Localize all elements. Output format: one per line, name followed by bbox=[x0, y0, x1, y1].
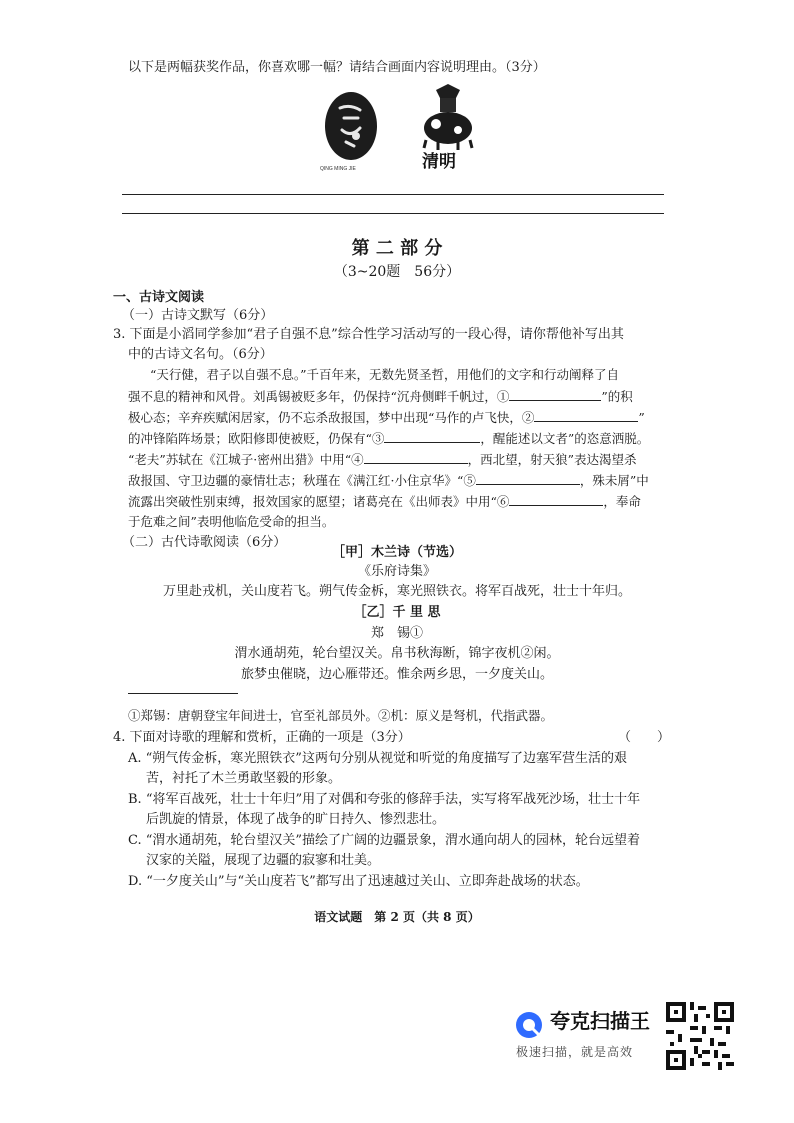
q3-stem-line2: 中的古诗文名句。（6分） bbox=[128, 347, 273, 362]
para-text: 强不息的精神和风骨。刘禹锡被贬多年，仍保持“沉舟侧畔千帆过，① bbox=[128, 389, 510, 404]
para-text: 敌报国、守卫边疆的豪情壮志；秋瑾在《满江红·小住京华》“⑤ bbox=[128, 473, 476, 488]
para-line-3 bbox=[128, 407, 645, 428]
part-heading: 一、古诗文阅读 bbox=[113, 290, 205, 305]
para-line-8: 于危难之间”表明他临危受命的担当。 bbox=[128, 514, 335, 529]
blank-2[interactable] bbox=[534, 407, 638, 422]
option-c-line1: C. “渭水通胡苑，轮台望汉关”描绘了广阔的边疆景象，渭水通向胡人的园林，轮台远望着 bbox=[128, 833, 641, 848]
poem-a-source: 《乐府诗集》 bbox=[357, 564, 436, 579]
option-a-line2: 苦，衬托了木兰勇敢坚毅的形象。 bbox=[146, 771, 342, 786]
answer-line-2 bbox=[122, 213, 664, 214]
q4-stem: 4. 下面对诗歌的理解和赏析，正确的一项是（3分） bbox=[113, 730, 411, 745]
poem-b-title: ［乙］千 里 思 bbox=[353, 605, 441, 620]
section-title: 第 二 部 分 bbox=[351, 238, 443, 259]
poem-a-text: 万里赴戎机，关山度若飞。朔气传金柝，寒光照铁衣。将军百战死，壮士十年归。 bbox=[162, 584, 631, 599]
poem-b-line2: 旅梦虫催晓，边心雁带还。惟余两乡思，一夕度关山。 bbox=[240, 667, 553, 682]
para-text: ，西北望，射天狼”表达渴望杀 bbox=[467, 452, 637, 467]
quark-logo-icon bbox=[514, 1010, 544, 1040]
subsection-dictation: （一）古诗文默写（6分） bbox=[122, 308, 274, 323]
qr-code-image bbox=[666, 1002, 734, 1070]
option-b-line1: B. “将军百战死，壮士十年归”用了对偶和夸张的修辞手法，实写将军战死沙场，壮士十年 bbox=[128, 792, 641, 807]
watermark-slogan: 极速扫描，就是高效 bbox=[516, 1045, 634, 1059]
qr-code[interactable] bbox=[666, 1002, 734, 1070]
para-line-1: “天行健，君子以自强不息。”千百年来，无数先贤圣哲，用他们的文字和行动阐释了自 bbox=[150, 367, 620, 382]
blank-1[interactable] bbox=[509, 386, 601, 401]
subsection-poetry: （二）古代诗歌阅读（6分） bbox=[122, 535, 287, 550]
para-text: 的冲锋陷阵场景；欧阳修即使被贬，仍保有“③ bbox=[128, 431, 385, 446]
para-line-7 bbox=[128, 491, 641, 512]
artwork-left bbox=[320, 88, 382, 172]
artwork-left-caption: QING MING JIE bbox=[320, 166, 356, 172]
para-text: ，奉命 bbox=[603, 494, 641, 509]
para-text: ，醒能述以文者”的恣意洒脱。 bbox=[480, 431, 650, 446]
answer-paren[interactable]: （ ） bbox=[618, 730, 671, 745]
q3-stem-line1: 3. 下面是小滔同学参加“君子自强不息”综合性学习活动写的一段心得，请你帮他补写出其 bbox=[113, 327, 624, 342]
option-d-line1: D. “一夕度关山”与“关山度若飞”都写出了迅速越过关山、立即奔赴战场的状态。 bbox=[128, 874, 589, 889]
option-b-line2: 后凯旋的情景，体现了战争的旷日持久、惨烈悲壮。 bbox=[146, 812, 446, 827]
option-a-line1: A. “朔气传金柝，寒光照铁衣”这两句分别从视觉和听觉的角度描写了边塞军营生活的艰 bbox=[128, 751, 627, 766]
footnote: ①郑锡：唐朝登宝年间进士，官至礼部员外。②机：原义是弩机，代指武器。 bbox=[128, 708, 554, 723]
poem-b-line1: 渭水通胡苑，轮台望汉关。帛书秋海断，锦字夜机②闲。 bbox=[234, 646, 560, 661]
blank-3[interactable] bbox=[384, 428, 480, 443]
para-line-4 bbox=[128, 428, 649, 449]
artwork-right-calligraphy: 清明 bbox=[422, 152, 456, 172]
blank-6[interactable] bbox=[509, 491, 603, 506]
blank-4[interactable] bbox=[364, 449, 468, 464]
poem-a-title: ［甲］木兰诗（节选） bbox=[331, 545, 462, 560]
option-c-line2: 汉家的关隘，展现了边疆的寂寥和壮美。 bbox=[146, 853, 381, 868]
para-text: ，殊未屑”中 bbox=[579, 473, 649, 488]
para-text: ” bbox=[638, 410, 645, 425]
blank-5[interactable] bbox=[476, 470, 580, 485]
intro-question: 以下是两幅获奖作品，你喜欢哪一幅？请结合画面内容说明理由。（3分） bbox=[128, 60, 546, 75]
section-subtitle: （3~20题 56分） bbox=[333, 264, 461, 280]
para-text: “老夫”苏轼在《江城子·密州出猎》中用“④ bbox=[128, 452, 364, 467]
poem-b-author: 郑 锡① bbox=[370, 626, 423, 641]
artwork-right bbox=[418, 84, 478, 178]
page-footer: 语文试题 第 2 页（共 8 页） bbox=[314, 910, 480, 924]
watermark-brand: 夸克扫描王 bbox=[550, 1011, 650, 1033]
para-line-2 bbox=[128, 386, 633, 407]
ox-artwork-image bbox=[418, 84, 478, 150]
para-line-5 bbox=[128, 449, 637, 470]
seal-artwork-image bbox=[320, 88, 382, 172]
para-text: 流露出突破性别束缚，报效国家的愿望；诸葛亮在《出师表》中用“⑥ bbox=[128, 494, 510, 509]
para-line-6 bbox=[128, 470, 649, 491]
para-text: ”的积 bbox=[601, 389, 633, 404]
answer-line-1 bbox=[122, 194, 664, 195]
para-text: 极心态；辛弃疾赋闲居家，仍不忘杀敌报国，梦中出现“马作的卢飞快，② bbox=[128, 410, 535, 425]
footnote-divider bbox=[128, 693, 238, 694]
